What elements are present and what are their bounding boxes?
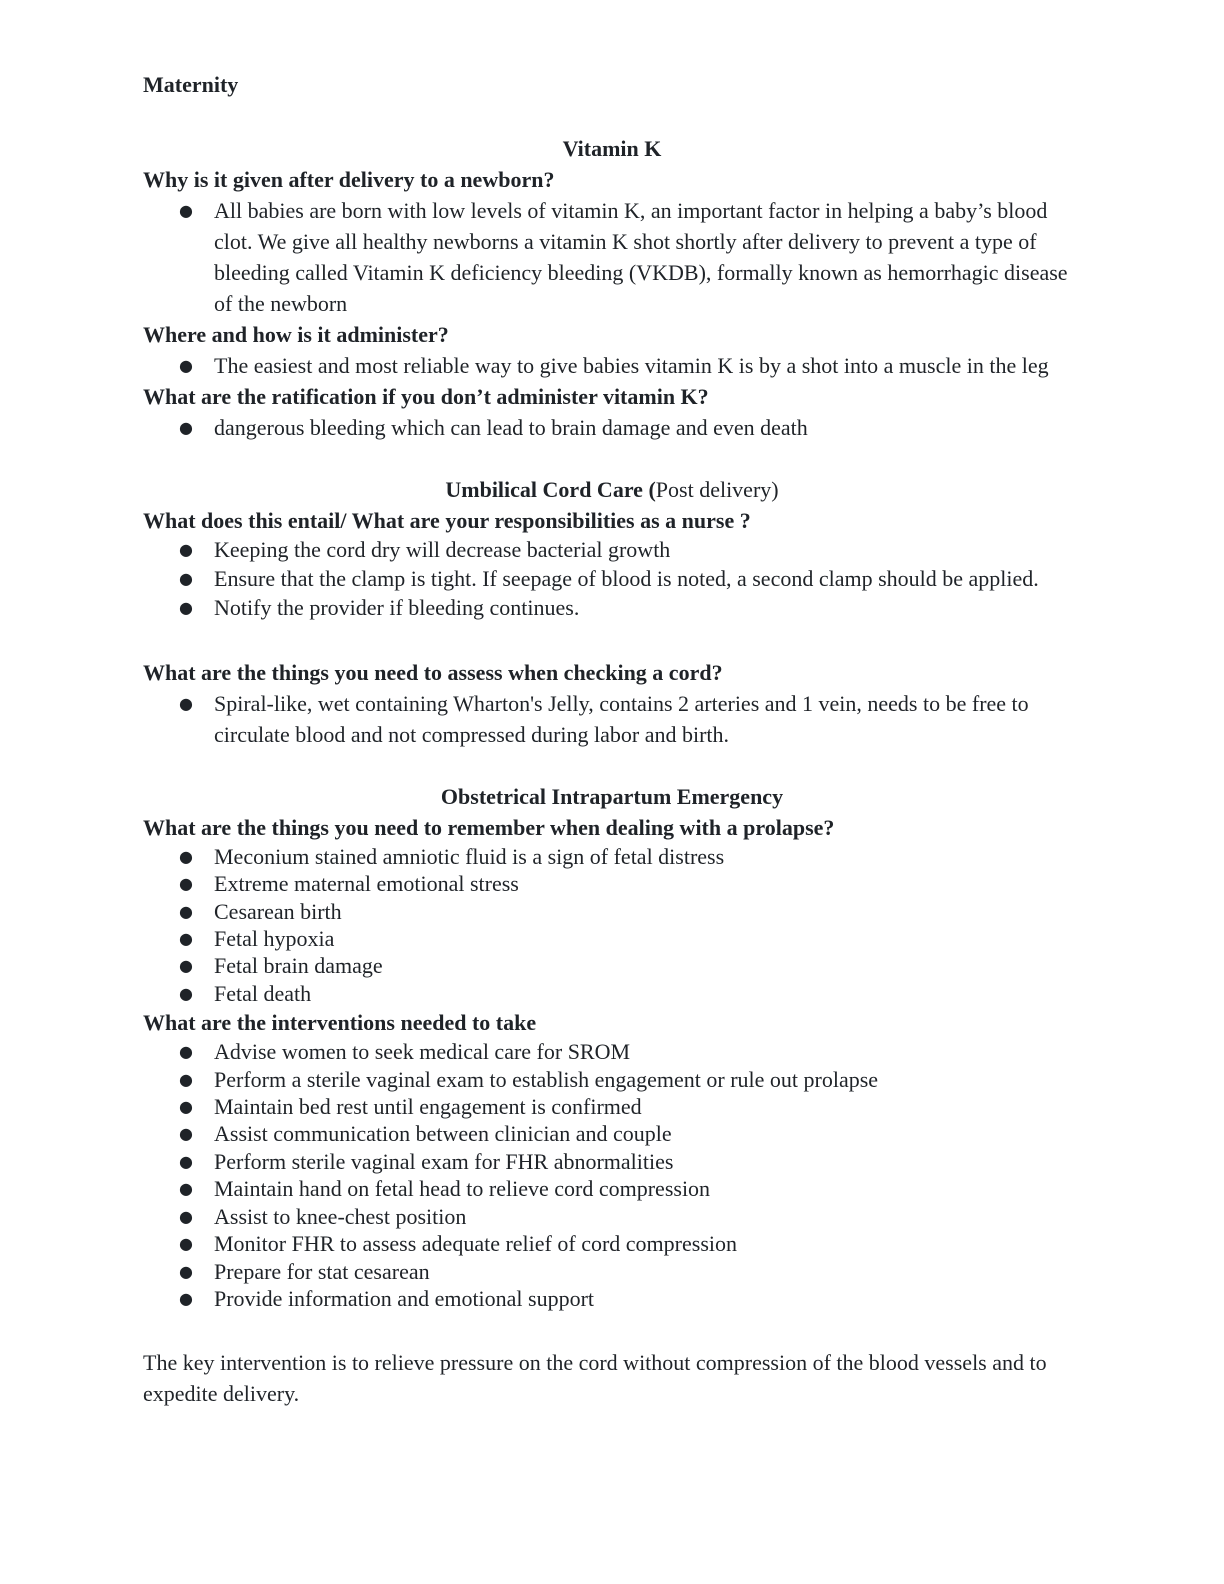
list-item: ● Assist to knee-chest position xyxy=(143,1203,1081,1230)
list-item: ● All babies are born with low levels of vitamin K, an important factor in helping a baby’s blood clot. We give all healthy newborns a vitamin K shot shortly after delivery to prevent a type of bleeding called Vitamin K deficiency bleeding (VKDB), formally known as hemorrhagic disease of the newborn xyxy=(143,195,1081,319)
list-item: ● Perform sterile vaginal exam for FHR abnormalities xyxy=(143,1148,1081,1175)
list-item: ● Spiral-like, wet containing Wharton's Jelly, contains 2 arteries and 1 vein, needs to be free to circulate blood and not compressed during labor and birth. xyxy=(143,688,1081,750)
list-item: ● Monitor FHR to assess adequate relief of cord compression xyxy=(143,1230,1081,1257)
question-cord-responsibilities: What does this entail/ What are your responsibilities as a nurse ? xyxy=(143,508,751,533)
answer-list-prolapse xyxy=(143,843,1081,1007)
list-item: ● Fetal brain damage xyxy=(143,952,1081,979)
document-title: Maternity xyxy=(143,72,239,97)
list-item: ● Notify the provider if bleeding continues. xyxy=(143,594,1081,621)
spacer xyxy=(143,443,1081,474)
answer-list-cord-responsibilities xyxy=(143,536,1081,622)
question-interventions: What are the interventions needed to take xyxy=(143,1010,537,1036)
spacer xyxy=(143,622,1081,657)
answer-list-cord-assess xyxy=(143,688,1081,750)
list-item: ● Fetal hypoxia xyxy=(143,925,1081,952)
spacer xyxy=(143,102,1081,133)
list-item: ● Advise women to seek medical care for SROM xyxy=(143,1038,1081,1065)
section-title-bold: Umbilical Cord Care ( xyxy=(445,477,656,502)
list-item: ● The easiest and most reliable way to give babies vitamin K is by a shot into a muscle in the leg xyxy=(143,350,1081,381)
list-item: ● Fetal death xyxy=(143,980,1081,1007)
list-item: ● Ensure that the clamp is tight. If seepage of blood is noted, a second clamp should be applied. xyxy=(143,563,1081,594)
answer-list-vitamin-k-why xyxy=(143,195,1081,319)
list-item: ● Perform a sterile vaginal exam to establish engagement or rule out prolapse xyxy=(143,1066,1081,1093)
question-vitamin-k-how: Where and how is it administer? xyxy=(143,322,449,347)
section-title-emergency: Obstetrical Intrapartum Emergency xyxy=(440,783,784,809)
document-page xyxy=(143,68,1081,1409)
answer-list-interventions xyxy=(143,1038,1081,1312)
section-title-normal: Post delivery) xyxy=(655,477,779,502)
list-item: ● Prepare for stat cesarean xyxy=(143,1258,1081,1285)
list-item: ● Maintain hand on fetal head to relieve cord compression xyxy=(143,1175,1081,1202)
closing-paragraph: The key intervention is to relieve pressure on the cord without compression of the blood vessels and to expedite delivery. xyxy=(143,1350,1047,1407)
question-prolapse: What are the things you need to remember when dealing with a prolapse? xyxy=(143,814,835,840)
list-item: ● Meconium stained amniotic fluid is a sign of fetal distress xyxy=(143,843,1081,870)
answer-list-vitamin-k-how xyxy=(143,350,1081,381)
question-cord-assess: What are the things you need to assess when checking a cord? xyxy=(143,659,723,685)
answer-list-vitamin-k-ratification xyxy=(143,412,1081,443)
list-item: ● Cesarean birth xyxy=(143,898,1081,925)
list-item: ● dangerous bleeding which can lead to brain damage and even death xyxy=(143,412,1081,443)
question-vitamin-k-why: Why is it given after delivery to a newborn? xyxy=(143,167,555,192)
spacer xyxy=(143,750,1081,781)
spacer xyxy=(143,1312,1081,1347)
question-vitamin-k-ratification: What are the ratification if you don’t administer vitamin K? xyxy=(143,384,709,409)
list-item: ● Keeping the cord dry will decrease bacterial growth xyxy=(143,536,1081,563)
section-title-cord-care xyxy=(143,474,1081,505)
list-item: ● Maintain bed rest until engagement is confirmed xyxy=(143,1093,1081,1120)
list-item: ● Provide information and emotional support xyxy=(143,1285,1081,1312)
list-item: ● Extreme maternal emotional stress xyxy=(143,870,1081,897)
section-title-vitamin-k: Vitamin K xyxy=(562,136,662,161)
list-item: ● Assist communication between clinician and couple xyxy=(143,1120,1081,1147)
